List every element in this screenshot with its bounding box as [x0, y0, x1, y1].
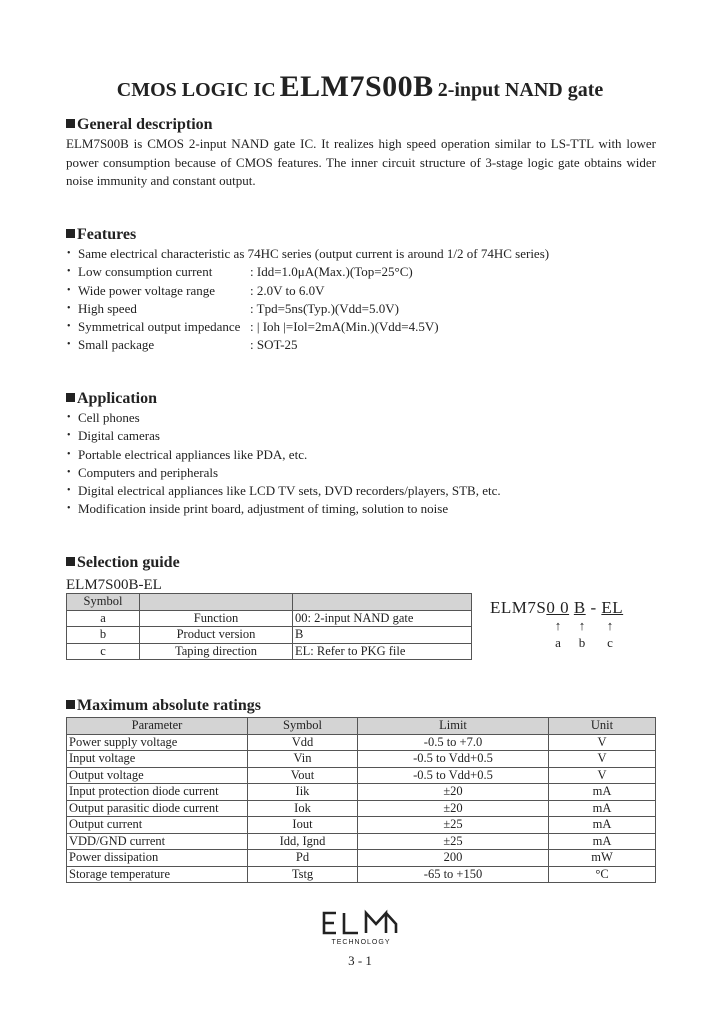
table-row: [67, 800, 656, 817]
table-cell: mA: [549, 817, 656, 834]
title-prefix: CMOS LOGIC IC: [116, 79, 276, 101]
table-cell: Vdd: [248, 734, 358, 751]
table-cell: Storage temperature: [67, 866, 248, 883]
table-cell: EL: Refer to PKG file: [293, 643, 472, 660]
table-row: [67, 817, 656, 834]
table-header-cell: Unit: [549, 718, 656, 735]
application-item: • Digital electrical appliances like LCD TV sets, DVD recorders/players, STB, etc.: [66, 482, 501, 500]
application-item: • Cell phones: [66, 409, 501, 427]
table-cell: VDD/GND current: [67, 833, 248, 850]
title-suffix: 2-input NAND gate: [437, 79, 604, 101]
table-cell: ±20: [358, 784, 549, 801]
table-row: [67, 850, 656, 867]
table-cell: ±25: [358, 817, 549, 834]
table-cell: ±25: [358, 833, 549, 850]
table-cell: mA: [549, 800, 656, 817]
table-row: [67, 751, 656, 768]
table-cell: Tstg: [248, 866, 358, 883]
square-bullet-icon: [66, 700, 75, 709]
table-header-cell: Parameter: [67, 718, 248, 735]
application-item: • Computers and peripherals: [66, 464, 501, 482]
table-cell: Product version: [140, 627, 293, 644]
table-cell: mA: [549, 784, 656, 801]
table-header-cell: Symbol: [248, 718, 358, 735]
table-cell: V: [549, 767, 656, 784]
table-cell: Vout: [248, 767, 358, 784]
page-number: 3 - 1: [348, 953, 372, 968]
feature-item: • High speed : Tpd=5ns(Typ.)(Vdd=5.0V): [66, 300, 549, 318]
table-cell: Vin: [248, 751, 358, 768]
svg-text:TECHNOLOGY: TECHNOLOGY: [331, 939, 391, 946]
table-cell: ±20: [358, 800, 549, 817]
title-part-number: ELM7S00B: [279, 70, 434, 103]
table-cell: Idd, Ignd: [248, 833, 358, 850]
table-cell: Iok: [248, 800, 358, 817]
code-label-c: c: [607, 635, 613, 650]
table-cell: Input protection diode current: [67, 784, 248, 801]
table-cell: Iout: [248, 817, 358, 834]
table-header-cell: [140, 594, 293, 611]
table-cell: -0.5 to +7.0: [358, 734, 549, 751]
table-row: [67, 833, 656, 850]
table-cell: B: [293, 627, 472, 644]
table-header-cell: [293, 594, 472, 611]
table-row: [67, 610, 472, 627]
table-cell: -0.5 to Vdd+0.5: [358, 767, 549, 784]
table-cell: Iik: [248, 784, 358, 801]
elm-technology-logo: [320, 907, 402, 947]
feature-item: • Low consumption current : Idd=1.0μA(Max.)(Top=25°C): [66, 263, 549, 281]
feature-item: • Same electrical characteristic as 74HC series (output current is around 1/2 of 74HC series): [66, 245, 549, 263]
table-cell: Pd: [248, 850, 358, 867]
feature-item: • Symmetrical output impedance : | Ioh |=Iol=2mA(Min.)(Vdd=4.5V): [66, 318, 549, 336]
table-cell: 00: 2-input NAND gate: [293, 610, 472, 627]
section-heading-selection: Selection guide: [66, 554, 180, 572]
table-row: [67, 866, 656, 883]
table-row: [67, 734, 656, 751]
square-bullet-icon: [66, 119, 75, 128]
table-cell: Input voltage: [67, 751, 248, 768]
part-code-b: B: [573, 598, 586, 617]
model-number: ELM7S00B-EL: [66, 577, 162, 593]
document-title: [0, 70, 720, 104]
square-bullet-icon: [66, 393, 75, 402]
code-label-b: b: [578, 635, 586, 650]
application-item: • Digital cameras: [66, 427, 501, 445]
table-header-cell: Limit: [358, 718, 549, 735]
feature-item: • Wide power voltage range : 2.0V to 6.0V: [66, 282, 549, 300]
ratings-table: [66, 717, 656, 883]
part-code-a: 0 0: [546, 598, 570, 617]
section-heading-features: Features: [66, 226, 136, 244]
table-cell: Power dissipation: [67, 850, 248, 867]
table-cell: 200: [358, 850, 549, 867]
table-cell: Taping direction: [140, 643, 293, 660]
square-bullet-icon: [66, 557, 75, 566]
table-cell: Power supply voltage: [67, 734, 248, 751]
section-heading-general: General description: [66, 116, 213, 134]
application-item: • Modification inside print board, adjustment of timing, solution to noise: [66, 500, 501, 518]
table-cell: b: [67, 627, 140, 644]
part-code-diagram: ELM7S0 0 B - EL: [490, 598, 624, 617]
section-heading-ratings: Maximum absolute ratings: [66, 697, 261, 715]
part-code-c: EL: [601, 598, 624, 617]
table-cell: Output voltage: [67, 767, 248, 784]
table-cell: Output parasitic diode current: [67, 800, 248, 817]
square-bullet-icon: [66, 229, 75, 238]
arrow-up-icon: ↑ c: [603, 620, 617, 648]
general-description-text: ELM7S00B is CMOS 2-input NAND gate IC. It realizes high speed operation similar to LS-TTL with lower power consumption because of CMOS features. The inner circuit structure of 3-stage logic gate obtains wider noise immunity and constant output.: [66, 136, 656, 188]
features-list: [66, 245, 549, 355]
table-cell: -65 to +150: [358, 866, 549, 883]
code-label-a: a: [555, 635, 561, 650]
table-cell: -0.5 to Vdd+0.5: [358, 751, 549, 768]
table-cell: °C: [549, 866, 656, 883]
application-item: • Portable electrical appliances like PDA, etc.: [66, 446, 501, 464]
table-cell: Output current: [67, 817, 248, 834]
application-list: [66, 409, 501, 519]
table-header-row: [67, 718, 656, 735]
table-cell: a: [67, 610, 140, 627]
table-cell: Function: [140, 610, 293, 627]
table-row: [67, 767, 656, 784]
table-cell: c: [67, 643, 140, 660]
selection-table: [66, 593, 472, 660]
part-code-base: ELM7S: [490, 598, 547, 617]
table-cell: V: [549, 734, 656, 751]
feature-item: • Small package : SOT-25: [66, 336, 549, 354]
table-cell: V: [549, 751, 656, 768]
table-header-cell: Symbol: [67, 594, 140, 611]
arrow-up-icon: ↑ a: [551, 620, 565, 648]
table-header-row: [67, 594, 472, 611]
section-heading-application: Application: [66, 390, 157, 408]
arrow-up-icon: ↑ b: [575, 620, 589, 648]
table-row: [67, 643, 472, 660]
table-row: [67, 784, 656, 801]
table-cell: mA: [549, 833, 656, 850]
table-cell: mW: [549, 850, 656, 867]
table-row: [67, 627, 472, 644]
